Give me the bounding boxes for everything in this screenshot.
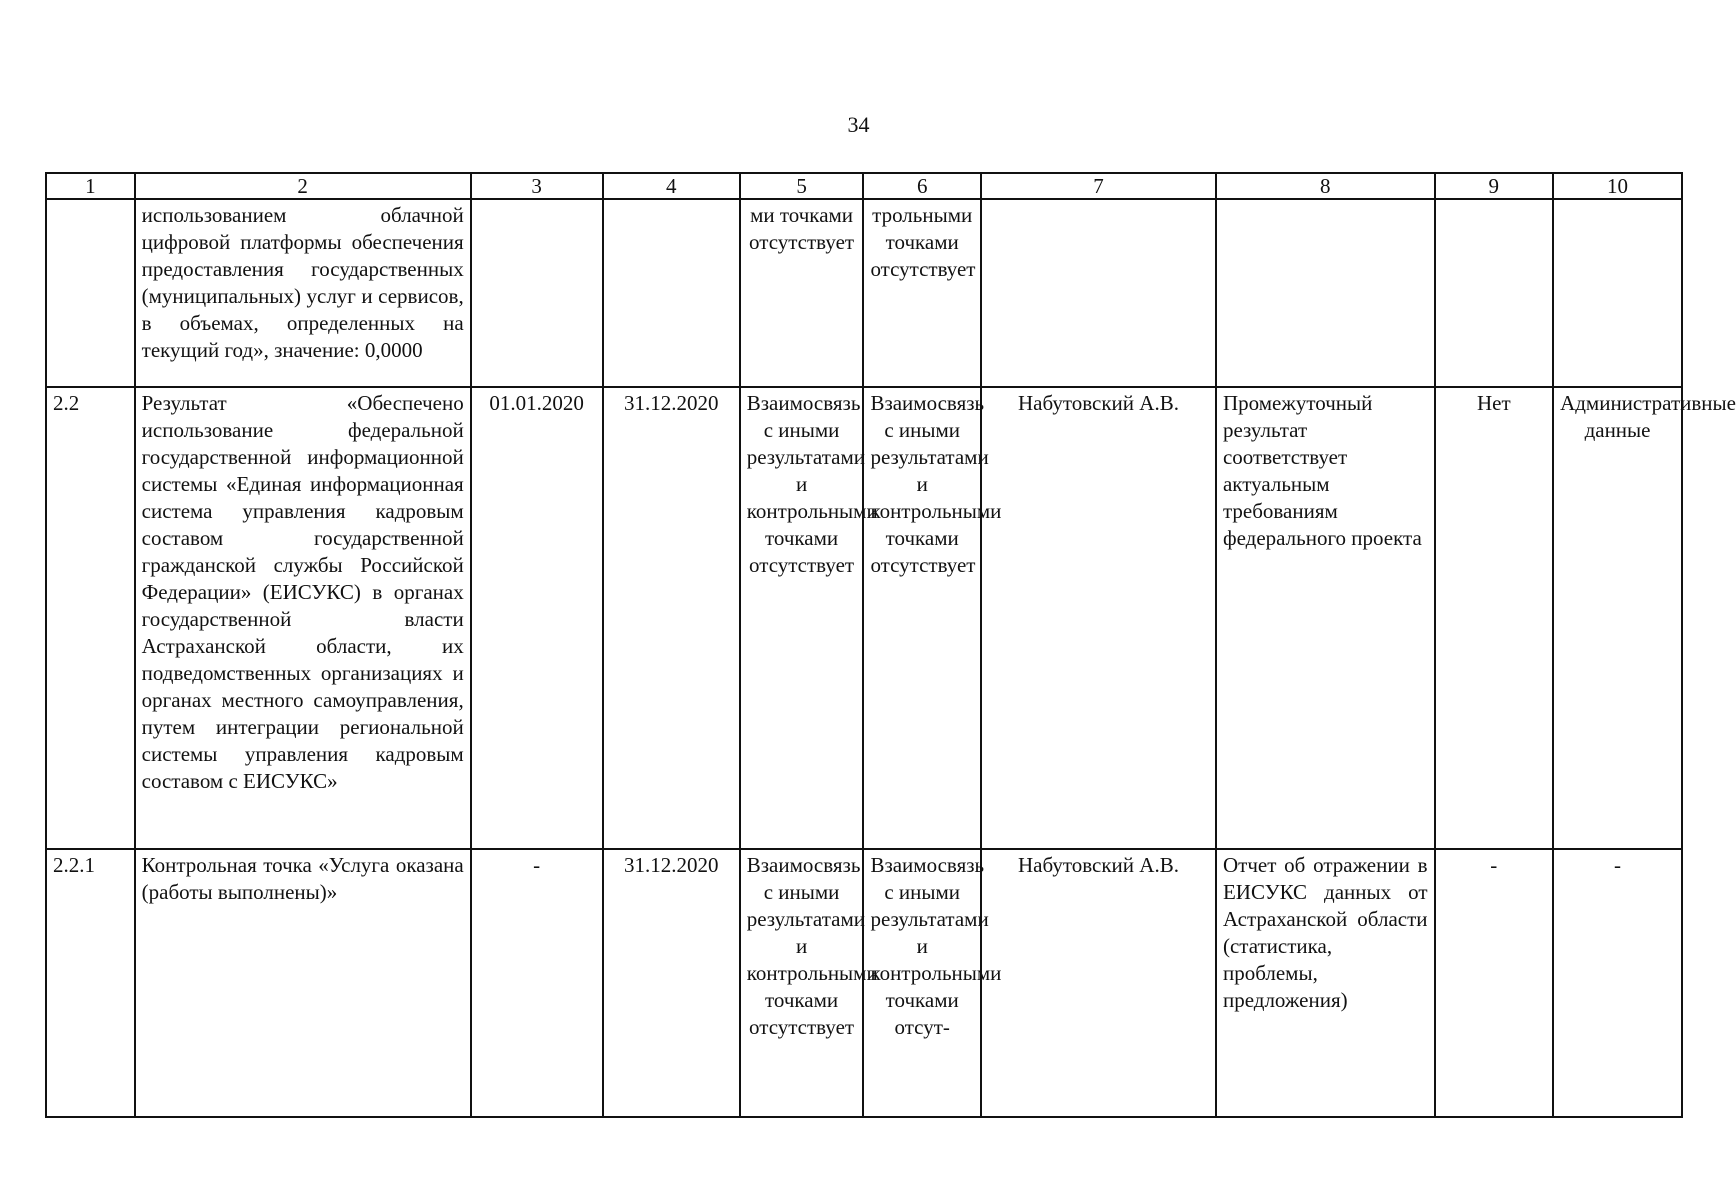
source-cell: Административные данные — [1553, 387, 1682, 849]
column-header: 6 — [863, 173, 981, 199]
results-table — [45, 172, 1736, 1118]
link-results-cell: Взаимосвязь с иными результатами и контрольными точками отсут- — [863, 849, 981, 1117]
level-cell: - — [1435, 849, 1554, 1117]
responsible-cell: Набутовский А.В. — [981, 387, 1216, 849]
row-number: 2.2 — [46, 387, 135, 849]
header-row — [46, 173, 1682, 199]
description-cell: Результат «Обеспечено использование федеральной государственной информационной системы «Единая информационная система управления кадровым составом государственной гражданской службы Российской Федерации» (ЕИСУКС) в органах государственной власти Астраханской области, их подведомственных организациях и органах местного самоуправления, путем интеграции региональной системы управления кадровым составом с ЕИСУКС» — [135, 387, 471, 849]
row-number — [46, 199, 135, 387]
start-date-cell — [471, 199, 603, 387]
document-cell: Промежуточный результат соответствует актуальным требованиям федерального проекта — [1216, 387, 1435, 849]
link-results-cell: ми точками отсутствует — [740, 199, 864, 387]
document-cell: Отчет об отражении в ЕИСУКС данных от Астраханской области (статистика, проблемы, предложения) — [1216, 849, 1435, 1117]
start-date-cell: - — [471, 849, 603, 1117]
table-row — [46, 387, 1682, 849]
column-header: 7 — [981, 173, 1216, 199]
description-cell: Контрольная точка «Услуга оказана (работы выполнены)» — [135, 849, 471, 1117]
table-row — [46, 849, 1682, 1117]
link-results-cell: Взаимосвязь с иными результатами и контрольными точками отсутствует — [740, 849, 864, 1117]
link-results-cell: Взаимосвязь с иными результатами и контрольными точками отсутствует — [863, 387, 981, 849]
table-row — [46, 199, 1682, 387]
column-header: 2 — [135, 173, 471, 199]
column-header: 10 — [1553, 173, 1682, 199]
end-date-cell: 31.12.2020 — [603, 849, 740, 1117]
link-results-cell: Взаимосвязь с иными результатами и контрольными точками отсутствует — [740, 387, 864, 849]
level-cell — [1435, 199, 1554, 387]
column-header: 9 — [1435, 173, 1554, 199]
description-cell: использованием облачной цифровой платформы обеспечения предоставления государственных (муниципальных) услуг и сервисов, в объемах, определенных на текущий год», значение: 0,0000 — [135, 199, 471, 387]
column-header: 5 — [740, 173, 864, 199]
document-cell — [1216, 199, 1435, 387]
link-results-cell: трольными точками отсутствует — [863, 199, 981, 387]
column-header: 8 — [1216, 173, 1435, 199]
responsible-cell — [981, 199, 1216, 387]
column-header: 3 — [471, 173, 603, 199]
source-cell: - — [1553, 849, 1682, 1117]
end-date-cell — [603, 199, 740, 387]
level-cell: Нет — [1435, 387, 1554, 849]
column-header: 1 — [46, 173, 135, 199]
page-number: 34 — [847, 112, 870, 137]
column-header: 4 — [603, 173, 740, 199]
source-cell — [1553, 199, 1682, 387]
responsible-cell: Набутовский А.В. — [981, 849, 1216, 1117]
row-number: 2.2.1 — [46, 849, 135, 1117]
end-date-cell: 31.12.2020 — [603, 387, 740, 849]
start-date-cell: 01.01.2020 — [471, 387, 603, 849]
